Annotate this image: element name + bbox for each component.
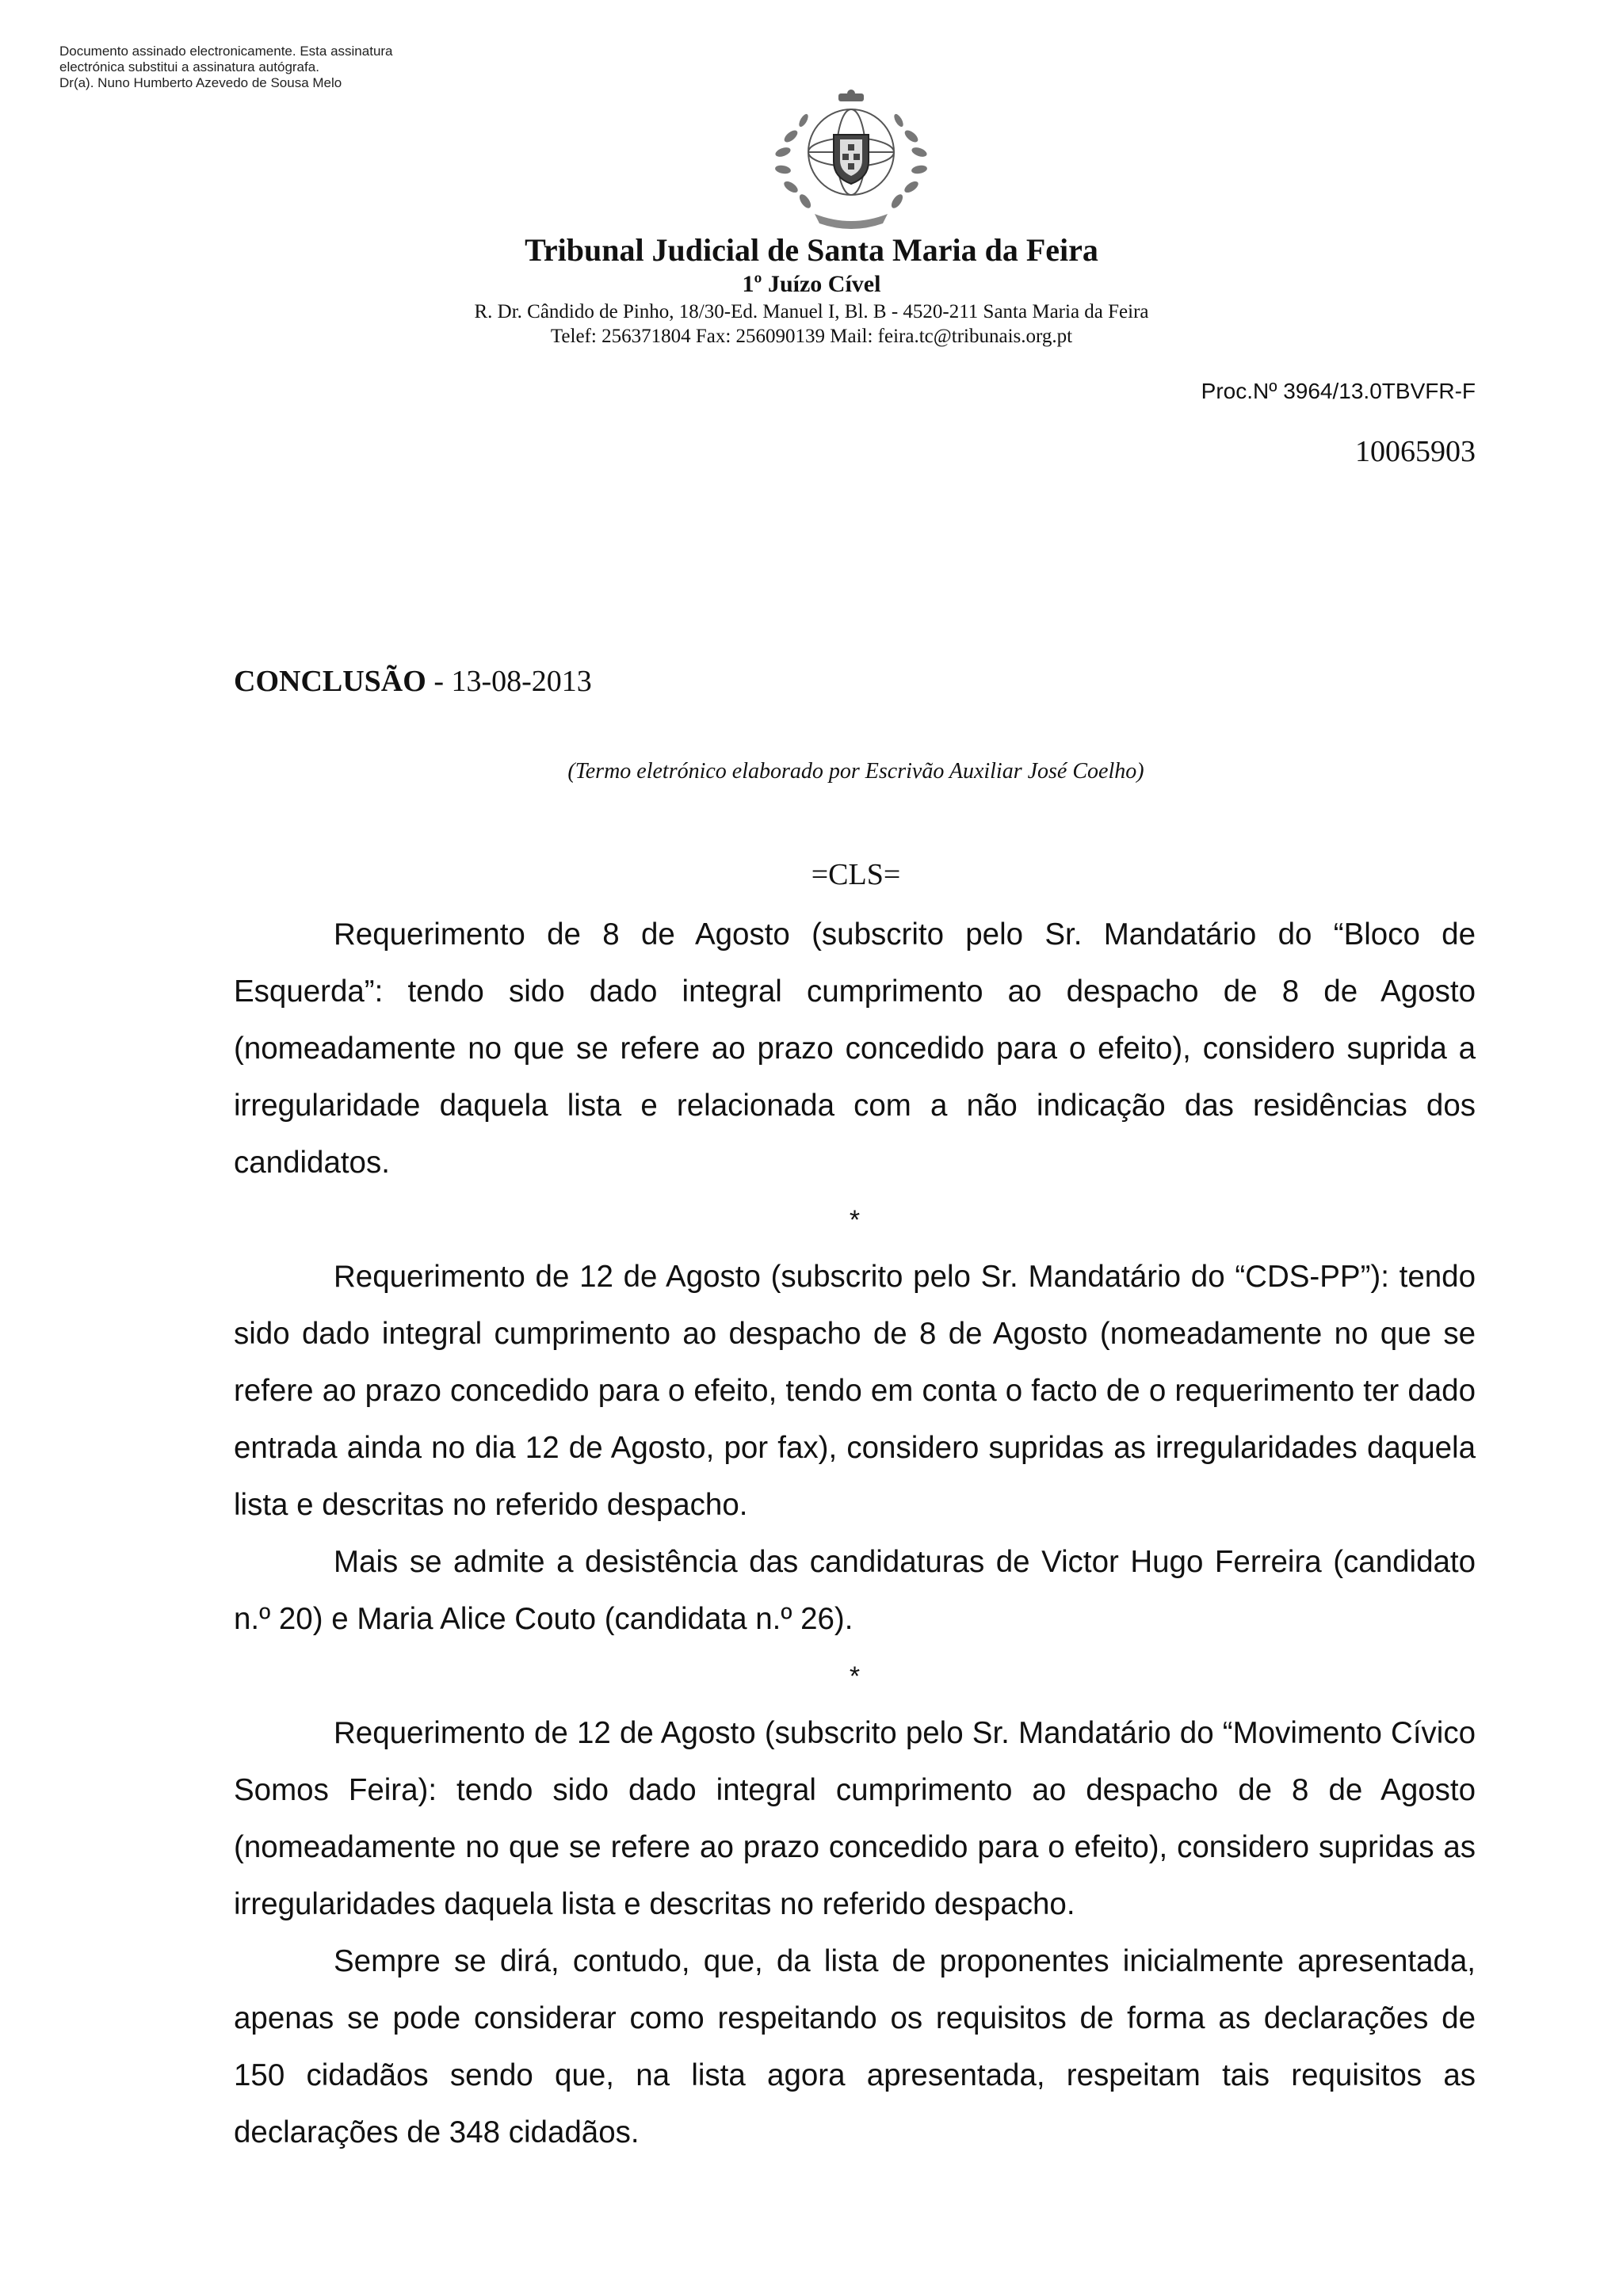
conclusao-separator: - (426, 665, 452, 698)
conclusao-label: CONCLUSÃO (234, 665, 426, 698)
signature-line-1: Documento assinado electronicamente. Esta assinatura (59, 44, 393, 59)
coat-of-arms-icon (759, 89, 943, 231)
conclusao-line (234, 664, 592, 699)
court-address: R. Dr. Cândido de Pinho, 18/30-Ed. Manuel I, Bl. B - 4520-211 Santa Maria da Feira (474, 301, 1149, 322)
section-separator: * (849, 1205, 861, 1235)
paragraph-1: Requerimento de 8 de Agosto (subscrito pelo Sr. Mandatário do “Bloco de Esquerda”: tendo sido dado integral cumprimento ao despacho de 8 de Agosto (nomeadamente no que se refere ao prazo concedido para o efeito), considero suprida a irregularidade daquela lista e relacionada com a não indicação das residências dos candidatos. (234, 917, 1476, 1180)
paragraph-3: Mais se admite a desistência das candidaturas de Victor Hugo Ferreira (candidato n.º 20) e Maria Alice Couto (candidata n.º 26). (234, 1545, 1476, 1636)
process-number: Proc.Nº 3964/13.0TBVFR-F (1201, 379, 1476, 403)
section-separator: * (849, 1661, 861, 1691)
paragraph-2: Requerimento de 12 de Agosto (subscrito pelo Sr. Mandatário do “CDS-PP”): tendo sido dado integral cumprimento ao despacho de 8 de Agosto (nomeadamente no que se refere ao prazo concedido para o efeito, tendo em conta o facto de o requerimento ter dado entrada ainda no dia 12 de Agosto, por fax), considero supridas as irregularidades daquela lista e descritas no referido despacho. (234, 1260, 1476, 1522)
cls-marker: =CLS= (811, 858, 901, 891)
termo-note: (Termo eletrónico elaborado por Escrivão Auxiliar José Coelho) (567, 759, 1144, 784)
signature-line-3: Dr(a). Nuno Humberto Azevedo de Sousa Melo (59, 75, 342, 90)
court-name: Tribunal Judicial de Santa Maria da Feira (525, 232, 1098, 268)
conclusao-date: 13-08-2013 (451, 665, 592, 698)
court-unit: 1º Juízo Cível (742, 271, 881, 297)
document-body (234, 906, 1476, 2161)
signature-line-2: electrónica substitui a assinatura autógrafa. (59, 59, 319, 74)
electronic-signature-note (59, 44, 393, 91)
paragraph-5: Sempre se dirá, contudo, que, da lista de proponentes inicialmente apresentada, apenas se pode considerar como respeitando os requisitos de forma as declarações de 150 cidadãos sendo que, na lista agora apresentada, respeitam tais requisitos as declarações de 348 cidadãos. (234, 1944, 1476, 2149)
court-contact: Telef: 256371804 Fax: 256090139 Mail: feira.tc@tribunais.org.pt (550, 326, 1073, 347)
document-number: 10065903 (1355, 435, 1476, 468)
paragraph-4: Requerimento de 12 de Agosto (subscrito pelo Sr. Mandatário do “Movimento Cívico Somos Feira): tendo sido dado integral cumprimento ao despacho de 8 de Agosto (nomeadamente no que se refere ao prazo concedido para o efeito), considero supridas as irregularidades daquela lista e descritas no referido despacho. (234, 1716, 1476, 1921)
